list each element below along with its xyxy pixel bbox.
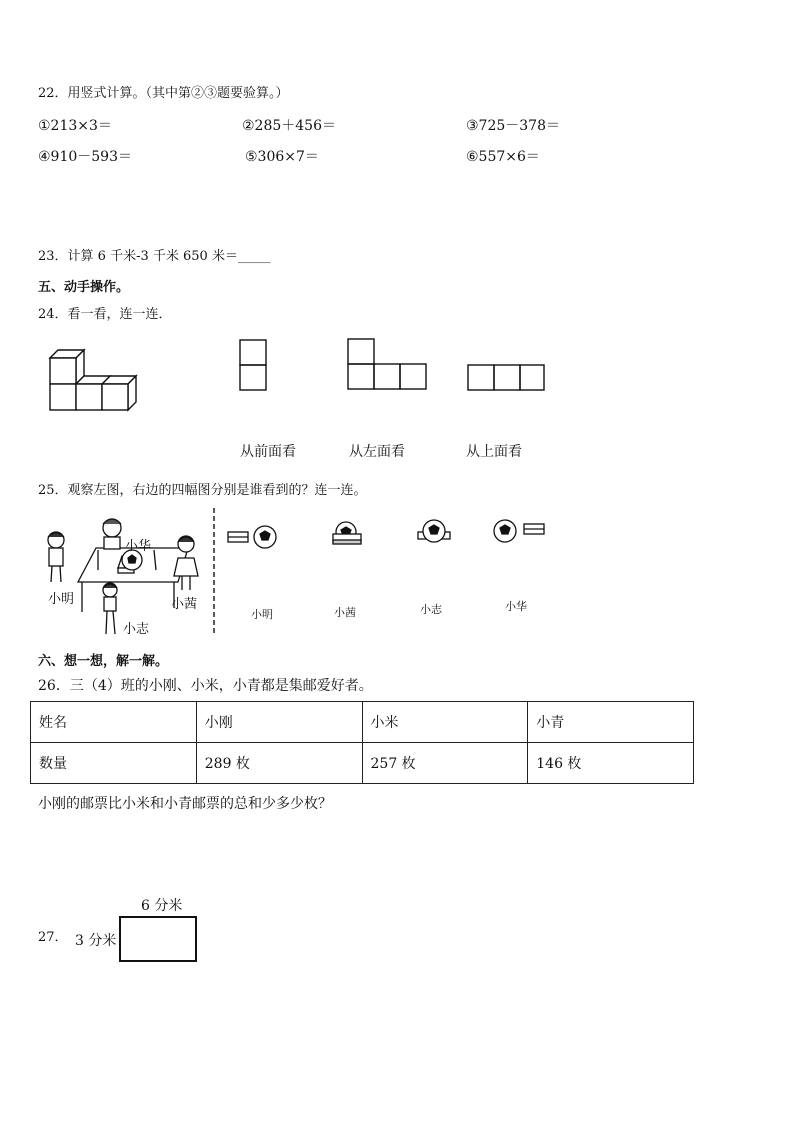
q22-item-3: ③725－378＝ xyxy=(466,118,560,134)
q24-label-front: 从前面看 xyxy=(240,444,296,460)
table-row xyxy=(31,702,694,743)
q27-width-label: 6 分米 xyxy=(141,898,183,914)
table-cell: 姓名 xyxy=(31,702,197,743)
q22-item-1: ①213×3＝ xyxy=(38,118,112,134)
section6-title: 六、想一想，解一解。 xyxy=(38,654,169,669)
q26-question: 小刚的邮票比小米和小青邮票的总和少多少枚？ xyxy=(38,796,332,812)
q26-title: 26．三（4）班的小刚、小米，小青都是集邮爱好者。 xyxy=(38,678,373,694)
q24-label-top: 从上面看 xyxy=(466,444,522,460)
q26-stamp-table xyxy=(30,701,694,784)
q27-height-label: 3 分米 xyxy=(75,933,117,949)
table-cell: 289 枚 xyxy=(196,743,362,784)
q23-text: 23．计算 6 千米-3 千米 650 米＝_____ xyxy=(38,249,271,264)
table-cell: 小刚 xyxy=(196,702,362,743)
q22-item-5: ⑤306×7＝ xyxy=(245,149,319,165)
q25-scene-name-xiaozhi: 小志 xyxy=(123,622,150,637)
q25-scene-name-xiaoqian: 小茜 xyxy=(171,597,198,612)
q22-item-2: ②285＋456＝ xyxy=(242,118,336,134)
table-cell: 小青 xyxy=(528,702,694,743)
q27-rectangle xyxy=(119,916,197,962)
q25-view-3 xyxy=(417,518,457,548)
q22-item-4: ④910－593＝ xyxy=(38,149,132,165)
table-cell: 257 枚 xyxy=(362,743,528,784)
q24-label-left: 从左面看 xyxy=(349,444,405,460)
q25-view-label-3: 小志 xyxy=(420,603,442,616)
q24-title: 24．看一看，连一连． xyxy=(38,307,172,322)
q25-view-4 xyxy=(493,518,553,548)
q24-view-row xyxy=(467,364,549,394)
q22-item-6: ⑥557×6＝ xyxy=(466,149,540,165)
q24-view-two-stack xyxy=(239,339,269,399)
section5-title: 五、动手操作。 xyxy=(38,280,130,295)
q24-view-l-shape xyxy=(347,338,429,398)
table-row xyxy=(31,743,694,784)
q25-dashed-divider xyxy=(213,508,217,638)
table-cell: 146 枚 xyxy=(528,743,694,784)
q25-view-2 xyxy=(331,520,371,550)
table-cell: 小米 xyxy=(362,702,528,743)
q25-view-label-1: 小明 xyxy=(251,608,273,621)
q25-view-label-2: 小茜 xyxy=(334,606,356,619)
q25-view-1 xyxy=(227,522,287,552)
q24-cube-figure xyxy=(46,344,146,424)
q22-title: 22．用竖式计算。（其中第②③题要验算。） xyxy=(38,86,289,101)
q25-scene-name-xiaoming: 小明 xyxy=(48,592,75,607)
q25-view-label-4: 小华 xyxy=(505,600,527,613)
q25-scene-name-xiaohua: 小华 xyxy=(125,539,152,554)
q25-title: 25．观察左图，右边的四幅图分别是谁看到的？连一连。 xyxy=(38,483,367,498)
table-cell: 数量 xyxy=(31,743,197,784)
q27-number: 27． xyxy=(38,930,68,945)
